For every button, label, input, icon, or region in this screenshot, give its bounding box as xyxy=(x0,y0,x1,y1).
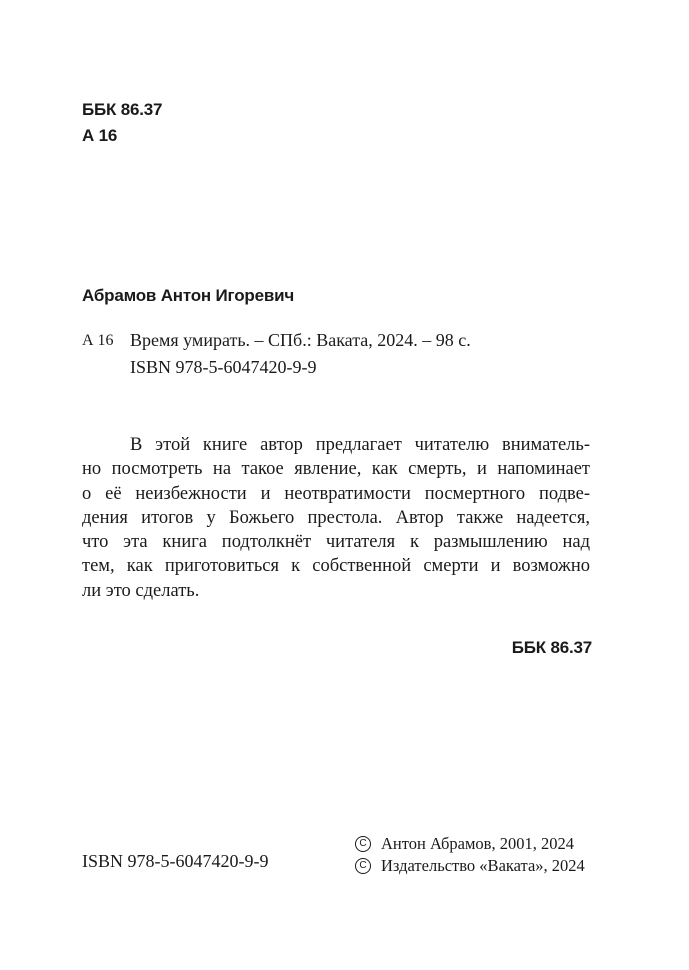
annotation-line: о её неизбежности и неотвратимости посмертного подве- xyxy=(82,483,590,504)
annotation-line: но посмотреть на такое явление, как смерть, и напоминает xyxy=(82,459,590,480)
bbk-header xyxy=(82,97,162,149)
copyright-block xyxy=(355,833,585,877)
copyright-icon: C xyxy=(355,836,371,852)
copyright-author-text: Антон Абрамов, 2001, 2024 xyxy=(381,834,574,853)
author-index: А 16 xyxy=(82,126,118,145)
annotation-line: ли это сделать. xyxy=(82,580,200,601)
annotation-line: что эта книга подтолкнёт читателя к размышлению над xyxy=(82,532,590,553)
catalog-title-line: Время умирать. – СПб.: Ваката, 2024. – 98 с. xyxy=(130,330,471,350)
catalog-entry xyxy=(82,327,471,381)
bbk-footer: ББК 86.37 xyxy=(511,638,592,657)
copyright-icon: C xyxy=(355,858,371,874)
annotation-line: В этой книге автор предлагает читателю вниматель- xyxy=(130,435,590,455)
annotation-paragraph xyxy=(82,433,590,603)
copyright-publisher xyxy=(355,855,585,877)
bbk-code: ББК 86.37 xyxy=(82,100,163,119)
annotation-line: дения итогов у Божьего престола. Автор также надеется, xyxy=(82,507,590,528)
catalog-code: А 16 xyxy=(82,332,114,349)
author-name: Абрамов Антон Игоревич xyxy=(82,286,294,305)
isbn-footer: ISBN 978-5-6047420-9-9 xyxy=(82,851,269,871)
copyright-author xyxy=(355,833,585,855)
annotation-line: тем, как приготовиться к собственной смерти и возможно xyxy=(82,556,590,577)
catalog-isbn-line: ISBN 978-5-6047420-9-9 xyxy=(130,357,317,377)
copyright-publisher-text: Издательство «Ваката», 2024 xyxy=(381,856,585,875)
